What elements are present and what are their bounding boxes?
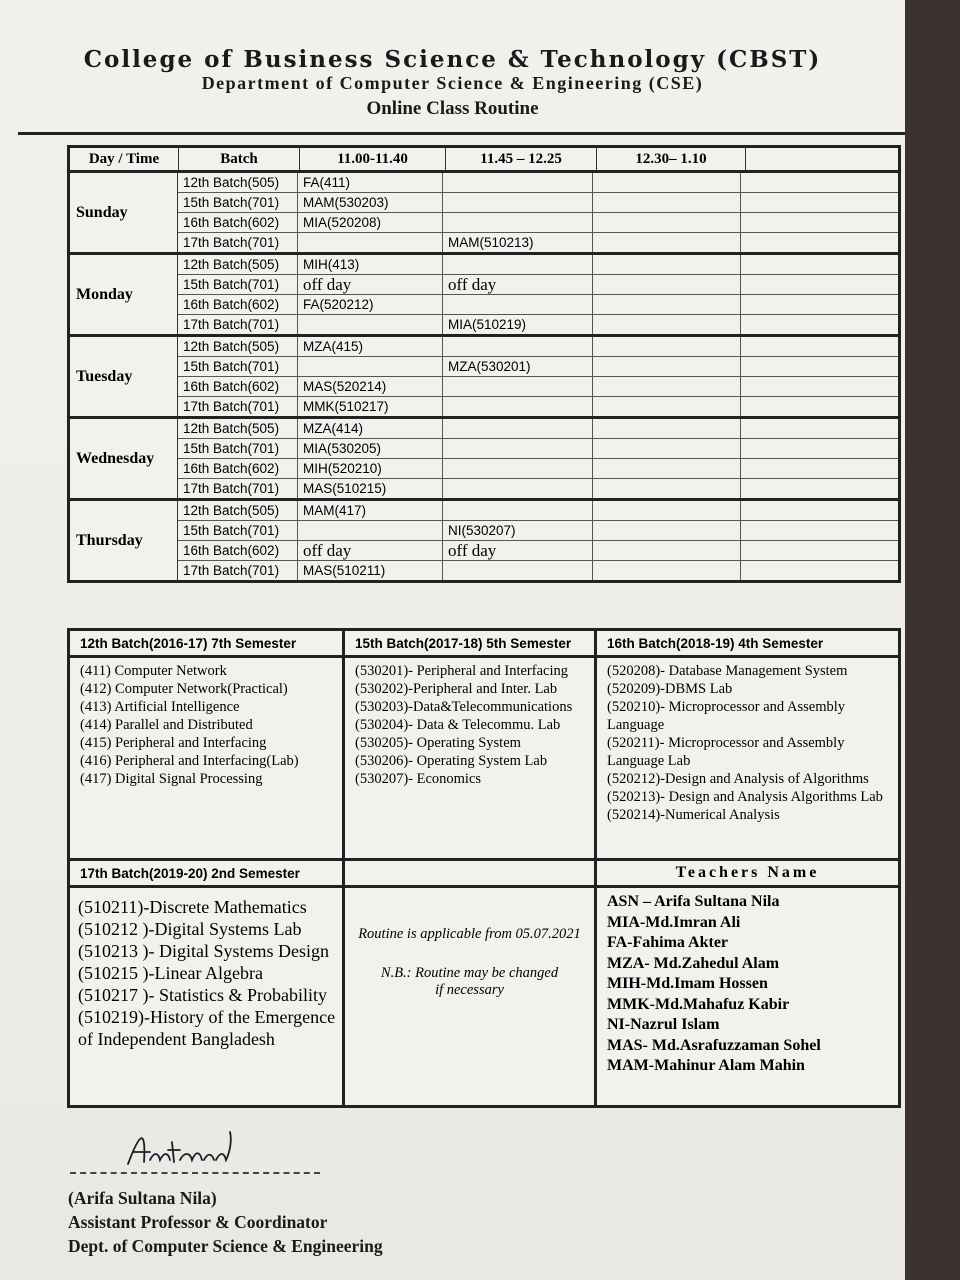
batch-cell: 17th Batch(701) bbox=[178, 397, 298, 416]
table-row bbox=[178, 541, 898, 561]
batch-cell: 17th Batch(701) bbox=[178, 315, 298, 334]
slot-cell bbox=[593, 377, 741, 396]
routine-header-row bbox=[70, 148, 898, 173]
day-name: Sunday bbox=[70, 173, 178, 252]
slot-cell bbox=[593, 397, 741, 416]
course-item: (510217 )- Statistics & Probability bbox=[78, 985, 327, 1005]
nb-note-cont: if necessary bbox=[435, 982, 504, 998]
teacher-item: FA-Fahima Akter bbox=[607, 934, 729, 951]
slot-cell bbox=[593, 233, 741, 252]
slot-cell bbox=[593, 275, 741, 294]
slot-cell bbox=[741, 377, 898, 396]
table-row bbox=[178, 439, 898, 459]
batch-cell: 15th Batch(701) bbox=[178, 357, 298, 376]
signatory-block bbox=[68, 1186, 383, 1258]
table-row bbox=[178, 255, 898, 275]
table-row bbox=[178, 501, 898, 521]
slot-cell bbox=[593, 357, 741, 376]
slot-cell bbox=[741, 213, 898, 232]
day-name: Tuesday bbox=[70, 337, 178, 416]
course-item: (417) Digital Signal Processing bbox=[80, 771, 263, 787]
college-title: College of Business Science & Technology (CBST) bbox=[83, 46, 822, 73]
course-item: (510215 )-Linear Algebra bbox=[78, 963, 263, 983]
table-row bbox=[178, 295, 898, 315]
batch-cell: 17th Batch(701) bbox=[178, 479, 298, 498]
slot-cell bbox=[298, 357, 443, 376]
teacher-item: MIH-Md.Imam Hossen bbox=[607, 975, 768, 992]
course-item: (530201)- Peripheral and Interfacing bbox=[355, 663, 568, 679]
teacher-item: NI-Nazrul Islam bbox=[607, 1016, 720, 1033]
slot-cell: MAS(510211) bbox=[298, 561, 443, 580]
teachers-list bbox=[597, 888, 898, 1105]
slot-cell: MZA(414) bbox=[298, 419, 443, 438]
slot-cell bbox=[741, 419, 898, 438]
signatory-designation: Assistant Professor & Coordinator bbox=[68, 1212, 328, 1232]
nb-note: N.B.: Routine may be changed bbox=[380, 965, 559, 981]
course-item: (530207)- Economics bbox=[355, 771, 482, 787]
teacher-item: MAS- Md.Asrafuzzaman Sohel bbox=[607, 1036, 821, 1054]
batch16-heading: 16th Batch(2018-19) 4th Semester bbox=[607, 635, 824, 651]
batch-cell: 12th Batch(505) bbox=[178, 501, 298, 520]
slot-cell bbox=[741, 501, 898, 520]
course-item: (520209)-DBMS Lab bbox=[607, 681, 733, 697]
slot-cell bbox=[593, 295, 741, 314]
day-block-thursday bbox=[70, 501, 898, 580]
routine-body bbox=[70, 173, 898, 580]
slot-cell: MIA(530205) bbox=[298, 439, 443, 458]
batch17-heading: 17th Batch(2019-20) 2nd Semester bbox=[70, 861, 345, 885]
batch-cell: 15th Batch(701) bbox=[178, 193, 298, 212]
department-title: Department of Computer Science & Engineering (CSE) bbox=[201, 73, 704, 93]
batch15-heading: 15th Batch(2017-18) 5th Semester bbox=[345, 631, 597, 655]
batch-cell: 12th Batch(505) bbox=[178, 419, 298, 438]
slot-cell: MIA(510219) bbox=[443, 315, 593, 334]
page-title: Online Class Routine bbox=[366, 98, 539, 119]
batch-cell: 16th Batch(602) bbox=[178, 213, 298, 232]
slot-cell bbox=[593, 541, 741, 560]
batch-cell: 16th Batch(602) bbox=[178, 295, 298, 314]
batch-cell: 12th Batch(505) bbox=[178, 337, 298, 356]
slot-cell bbox=[741, 561, 898, 580]
course-item: (510213 )- Digital Systems Design bbox=[78, 941, 329, 961]
table-row bbox=[178, 233, 898, 252]
table-row bbox=[178, 173, 898, 193]
slot-cell bbox=[593, 479, 741, 498]
table-row bbox=[178, 561, 898, 580]
slot-cell bbox=[443, 419, 593, 438]
day-block-sunday bbox=[70, 173, 898, 255]
course-item: (520210)- Microprocessor and Assembly Language bbox=[607, 699, 845, 733]
slot-cell bbox=[593, 439, 741, 458]
slot-cell: MMK(510217) bbox=[298, 397, 443, 416]
slot-cell bbox=[443, 295, 593, 314]
signature-scribble bbox=[120, 1122, 240, 1174]
slot-cell bbox=[593, 337, 741, 356]
slot-cell bbox=[741, 255, 898, 274]
slot-cell: FA(411) bbox=[298, 173, 443, 192]
notes-cell bbox=[345, 888, 597, 1105]
slot-cell bbox=[443, 397, 593, 416]
signatory-dept: Dept. of Computer Science & Engineering bbox=[68, 1236, 383, 1256]
header-rule bbox=[18, 132, 905, 135]
batch-cell: 15th Batch(701) bbox=[178, 439, 298, 458]
course-item: (411) Computer Network bbox=[80, 663, 227, 679]
slot-cell bbox=[741, 459, 898, 478]
slot-cell bbox=[443, 439, 593, 458]
day-block-tuesday bbox=[70, 337, 898, 419]
slot-cell bbox=[443, 501, 593, 520]
course-item: (510219)-History of the Emergence of Independent Bangladesh bbox=[78, 1007, 336, 1049]
table-row bbox=[178, 315, 898, 334]
course-item: (412) Computer Network(Practical) bbox=[80, 681, 288, 697]
second-header-row bbox=[70, 861, 898, 888]
course-grid bbox=[67, 628, 901, 1108]
slot-cell bbox=[298, 233, 443, 252]
slot-cell bbox=[593, 255, 741, 274]
teacher-item: MMK-Md.Mahafuz Kabir bbox=[607, 995, 790, 1013]
teacher-item: MIA-Md.Imran Ali bbox=[607, 913, 741, 931]
teacher-item: ASN – Arifa Sultana Nila bbox=[607, 893, 780, 910]
slot-cell bbox=[593, 501, 741, 520]
course-item: (530204)- Data & Telecommu. Lab bbox=[355, 717, 561, 733]
course-item: (530205)- Operating System bbox=[355, 735, 521, 751]
slot-cell bbox=[741, 295, 898, 314]
course-item: (416) Peripheral and Interfacing(Lab) bbox=[80, 753, 299, 769]
teacher-item: MZA- Md.Zahedul Alam bbox=[607, 954, 780, 972]
batch-cell: 15th Batch(701) bbox=[178, 275, 298, 294]
table-row bbox=[178, 193, 898, 213]
slot-cell: MAS(510215) bbox=[298, 479, 443, 498]
slot-cell bbox=[443, 479, 593, 498]
course-item: (510211)-Discrete Mathematics bbox=[78, 897, 307, 917]
slot-cell: MAM(417) bbox=[298, 501, 443, 520]
slot-cell: off day bbox=[443, 541, 593, 560]
slot-cell bbox=[443, 255, 593, 274]
slot-cell bbox=[741, 521, 898, 540]
signatory-name: (Arifa Sultana Nila) bbox=[68, 1188, 217, 1208]
course-item: (413) Artificial Intelligence bbox=[80, 699, 240, 715]
batch16-course-list bbox=[597, 658, 898, 858]
day-block-wednesday bbox=[70, 419, 898, 501]
blank-heading bbox=[345, 861, 597, 885]
slot-cell: MIA(520208) bbox=[298, 213, 443, 232]
slot-cell: off day bbox=[443, 275, 593, 294]
slot-cell bbox=[741, 173, 898, 192]
signature-line bbox=[70, 1172, 320, 1174]
course-item: (520213)- Design and Analysis Algorithms Lab bbox=[607, 789, 883, 805]
teachers-heading: Teachers Name bbox=[675, 864, 820, 881]
slot-cell bbox=[741, 337, 898, 356]
routine-table bbox=[67, 145, 901, 583]
slot-cell bbox=[298, 521, 443, 540]
slot-cell: off day bbox=[298, 541, 443, 560]
slot-cell bbox=[741, 315, 898, 334]
day-block-monday bbox=[70, 255, 898, 337]
applicable-note: Routine is applicable from 05.07.2021 bbox=[358, 926, 581, 942]
course-header-row bbox=[70, 631, 898, 658]
table-row bbox=[178, 377, 898, 397]
col-header-slot-1: 11.00-11.40 bbox=[300, 148, 446, 170]
batch-cell: 17th Batch(701) bbox=[178, 561, 298, 580]
slot-cell bbox=[443, 173, 593, 192]
table-row bbox=[178, 337, 898, 357]
slot-cell bbox=[741, 233, 898, 252]
batch-cell: 12th Batch(505) bbox=[178, 173, 298, 192]
course-item: (530206)- Operating System Lab bbox=[355, 753, 548, 769]
batch17-course-list bbox=[70, 888, 345, 1105]
table-row bbox=[178, 213, 898, 233]
slot-cell bbox=[443, 213, 593, 232]
col-header-batch: Batch bbox=[179, 148, 300, 170]
course-item: (520208)- Database Management System bbox=[607, 663, 848, 679]
slot-cell: NI(530207) bbox=[443, 521, 593, 540]
slot-cell: off day bbox=[298, 275, 443, 294]
slot-cell bbox=[593, 561, 741, 580]
slot-cell bbox=[443, 561, 593, 580]
slot-cell bbox=[741, 479, 898, 498]
slot-cell bbox=[593, 193, 741, 212]
second-body-row bbox=[70, 888, 898, 1105]
table-row bbox=[178, 275, 898, 295]
batch12-heading: 12th Batch(2016-17) 7th Semester bbox=[70, 631, 345, 655]
course-item: (415) Peripheral and Interfacing bbox=[80, 735, 267, 751]
day-name: Thursday bbox=[70, 501, 178, 580]
course-item: (530203)-Data&Telecommunications bbox=[355, 699, 573, 715]
slot-cell: MAM(510213) bbox=[443, 233, 593, 252]
slot-cell bbox=[741, 541, 898, 560]
course-item: (520211)- Microprocessor and Assembly Language Lab bbox=[607, 735, 845, 769]
batch-cell: 16th Batch(602) bbox=[178, 459, 298, 478]
slot-cell bbox=[741, 357, 898, 376]
slot-cell bbox=[593, 173, 741, 192]
batch12-course-list bbox=[70, 658, 345, 858]
slot-cell: MZA(415) bbox=[298, 337, 443, 356]
course-item: (414) Parallel and Distributed bbox=[80, 717, 253, 733]
slot-cell: MIH(520210) bbox=[298, 459, 443, 478]
slot-cell bbox=[741, 275, 898, 294]
slot-cell: MIH(413) bbox=[298, 255, 443, 274]
slot-cell bbox=[593, 315, 741, 334]
table-row bbox=[178, 521, 898, 541]
batch-cell: 15th Batch(701) bbox=[178, 521, 298, 540]
batch-cell: 16th Batch(602) bbox=[178, 377, 298, 396]
table-row bbox=[178, 357, 898, 377]
slot-cell bbox=[741, 439, 898, 458]
teacher-item: MAM-Mahinur Alam Mahin bbox=[607, 1057, 805, 1074]
slot-cell bbox=[443, 193, 593, 212]
day-name: Wednesday bbox=[70, 419, 178, 498]
col-header-slot-4 bbox=[746, 148, 898, 170]
slot-cell: FA(520212) bbox=[298, 295, 443, 314]
table-row bbox=[178, 397, 898, 416]
batch-cell: 17th Batch(701) bbox=[178, 233, 298, 252]
slot-cell bbox=[593, 521, 741, 540]
batch-cell: 12th Batch(505) bbox=[178, 255, 298, 274]
batch-cell: 16th Batch(602) bbox=[178, 541, 298, 560]
table-row bbox=[178, 479, 898, 498]
day-name: Monday bbox=[70, 255, 178, 334]
slot-cell bbox=[593, 213, 741, 232]
col-header-slot-3: 12.30– 1.10 bbox=[597, 148, 746, 170]
slot-cell bbox=[741, 397, 898, 416]
col-header-slot-2: 11.45 – 12.25 bbox=[446, 148, 597, 170]
course-item: (530202)-Peripheral and Inter. Lab bbox=[355, 681, 558, 697]
slot-cell bbox=[593, 419, 741, 438]
course-item: (520212)-Design and Analysis of Algorithms bbox=[607, 771, 869, 787]
slot-cell bbox=[443, 377, 593, 396]
table-row bbox=[178, 419, 898, 439]
course-body-row bbox=[70, 658, 898, 861]
slot-cell bbox=[593, 459, 741, 478]
batch15-course-list bbox=[345, 658, 597, 858]
slot-cell: MAS(520214) bbox=[298, 377, 443, 396]
slot-cell bbox=[443, 337, 593, 356]
slot-cell: MZA(530201) bbox=[443, 357, 593, 376]
slot-cell: MAM(530203) bbox=[298, 193, 443, 212]
course-item: (520214)-Numerical Analysis bbox=[607, 807, 780, 823]
col-header-day: Day / Time bbox=[70, 148, 179, 170]
slot-cell bbox=[443, 459, 593, 478]
slot-cell bbox=[741, 193, 898, 212]
table-row bbox=[178, 459, 898, 479]
course-item: (510212 )-Digital Systems Lab bbox=[78, 919, 302, 939]
slot-cell bbox=[298, 315, 443, 334]
